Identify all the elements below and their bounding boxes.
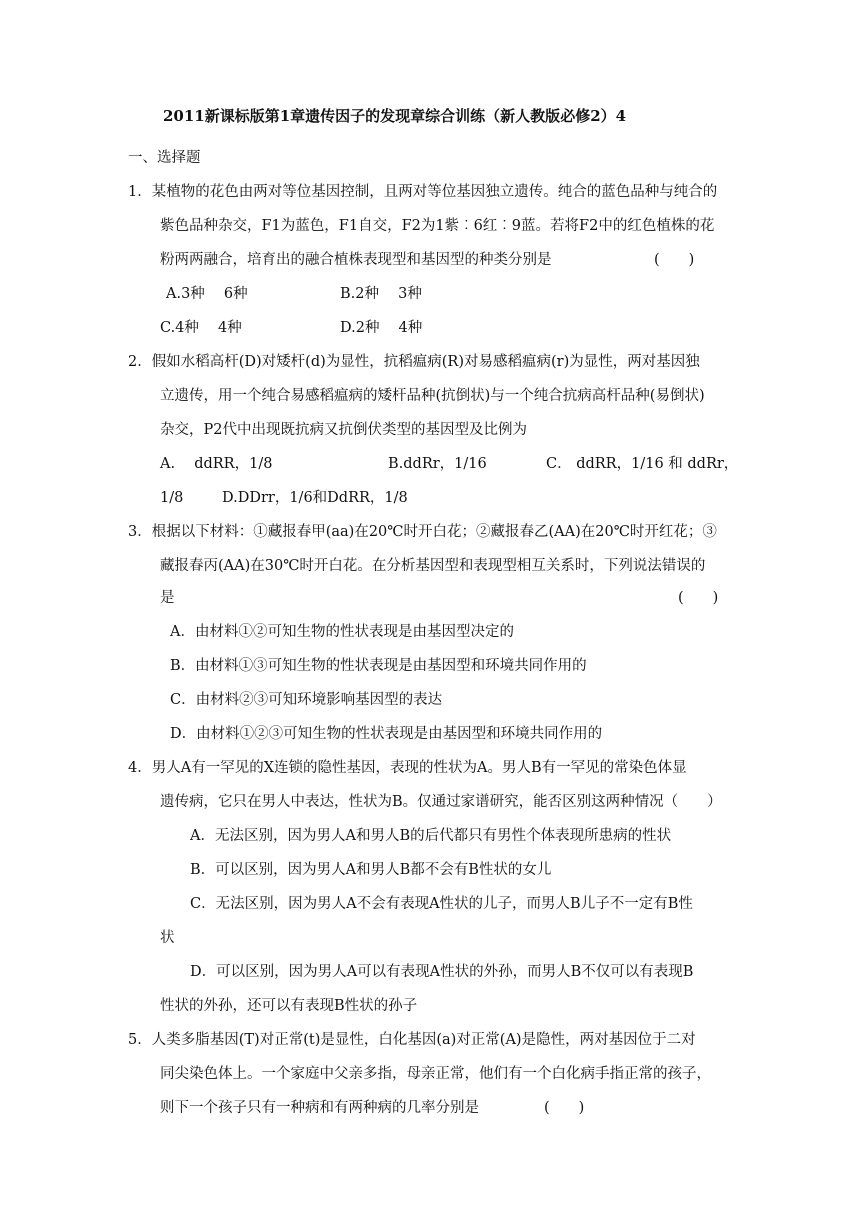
q1-option-b: B.2种 3种 bbox=[340, 286, 422, 302]
q1-line-1: 1．某植物的花色由两对等位基因控制，且两对等位基因独立遗传。纯合的蓝色品种与纯合的 bbox=[128, 184, 718, 200]
q2-line-3: 杂交，P2代中出现既抗病又抗倒伏类型的基因型及比例为 bbox=[160, 422, 527, 438]
q1-option-a: A.3种 6种 bbox=[166, 286, 248, 302]
q3-option-d: D．由材料①②③可知生物的性状表现是由基因型和环境共同作用的 bbox=[170, 726, 603, 742]
q4-option-a: A．无法区别，因为男人A和男人B的后代都只有男性个体表现所患病的性状 bbox=[190, 828, 672, 844]
q5-answer-paren: ( ) bbox=[544, 1100, 585, 1116]
q4-option-b: B．可以区别，因为男人A和男人B都不会有B性状的女儿 bbox=[190, 862, 552, 878]
q2-option-b: B.ddRr，1/16 bbox=[388, 456, 487, 472]
q2-option-a: A. ddRR，1/8 bbox=[160, 456, 273, 472]
q1-line-2: 紫色品种杂交，F1为蓝色，F1自交，F2为1紫︰6红︰9蓝。若将F2中的红色植株的花 bbox=[160, 218, 715, 234]
q2-line-2: 立遗传，用一个纯合易感稻瘟病的矮杆品种(抗倒状)与一个纯合抗病高杆品种(易倒状) bbox=[160, 388, 705, 404]
q2-option-c: C． ddRR，1/16 和 ddRr， bbox=[546, 456, 739, 472]
section-heading: 一、选择题 bbox=[128, 150, 201, 166]
q4-option-c: C．无法区别，因为男人A不会有表现A性状的儿子，而男人B儿子不一定有B性 bbox=[190, 896, 693, 912]
q3-line-1: 3．根据以下材料：①藏报春甲(aa)在20℃时开白花；②藏报春乙(AA)在20℃时开红花；③ bbox=[128, 524, 717, 540]
q3-line-3: 是 bbox=[160, 590, 175, 606]
q1-answer-paren: ( ) bbox=[654, 252, 695, 268]
q4-line-2: 遗传病，它只在男人中表达，性状为B。仅通过家谱研究，能否区别这两种情况（ ） bbox=[160, 794, 722, 810]
q1-line-3: 粉两两融合，培育出的融合植株表现型和基因型的种类分别是 bbox=[160, 252, 552, 268]
q5-line-3: 则下一个孩子只有一种病和有两种病的几率分别是 bbox=[160, 1100, 479, 1116]
q4-line-1: 4．男人A有一罕见的X连锁的隐性基因，表现的性状为A。男人B有一罕见的常染色体显 bbox=[128, 760, 687, 776]
q2-option-d: D.DDrr，1/6和DdRR，1/8 bbox=[222, 490, 408, 506]
q2-line-1: 2．假如水稻高杆(D)对矮杆(d)为显性，抗稻瘟病(R)对易感稻瘟病(r)为显性，两对基因独 bbox=[128, 354, 700, 370]
q2-option-c-cont: 1/8 bbox=[160, 490, 184, 506]
q4-option-d: D．可以区别，因为男人A可以有表现A性状的外孙，而男人B不仅可以有表现B bbox=[190, 964, 694, 980]
page-title: 2011新课标版第1章遗传因子的发现章综合训练（新人教版必修2）4 bbox=[163, 107, 627, 125]
q3-option-a: A．由材料①②可知生物的性状表现是由基因型决定的 bbox=[170, 624, 514, 640]
q3-option-c: C．由材料②③可知环境影响基因型的表达 bbox=[170, 692, 443, 708]
q1-option-d: D.2种 4种 bbox=[340, 320, 423, 336]
q3-answer-paren: ( ) bbox=[678, 590, 719, 606]
q3-option-b: B．由材料①③可知生物的性状表现是由基因型和环境共同作用的 bbox=[170, 658, 587, 674]
q5-line-2: 同尖染色体上。一个家庭中父亲多指，母亲正常，他们有一个白化病手指正常的孩子， bbox=[160, 1066, 711, 1082]
q3-line-2: 藏报春丙(AA)在30℃时开白花。在分析基因型和表现型相互关系时，下列说法错误的 bbox=[160, 558, 706, 574]
q4-option-c-cont: 状 bbox=[160, 930, 175, 946]
q4-option-d-cont: 性状的外孙，还可以有表现B性状的孙子 bbox=[160, 998, 418, 1014]
q5-line-1: 5．人类多脂基因(T)对正常(t)是显性，白化基因(a)对正常(A)是隐性，两对基因位于二对 bbox=[128, 1032, 696, 1048]
q1-option-c: C.4种 4种 bbox=[160, 320, 242, 336]
